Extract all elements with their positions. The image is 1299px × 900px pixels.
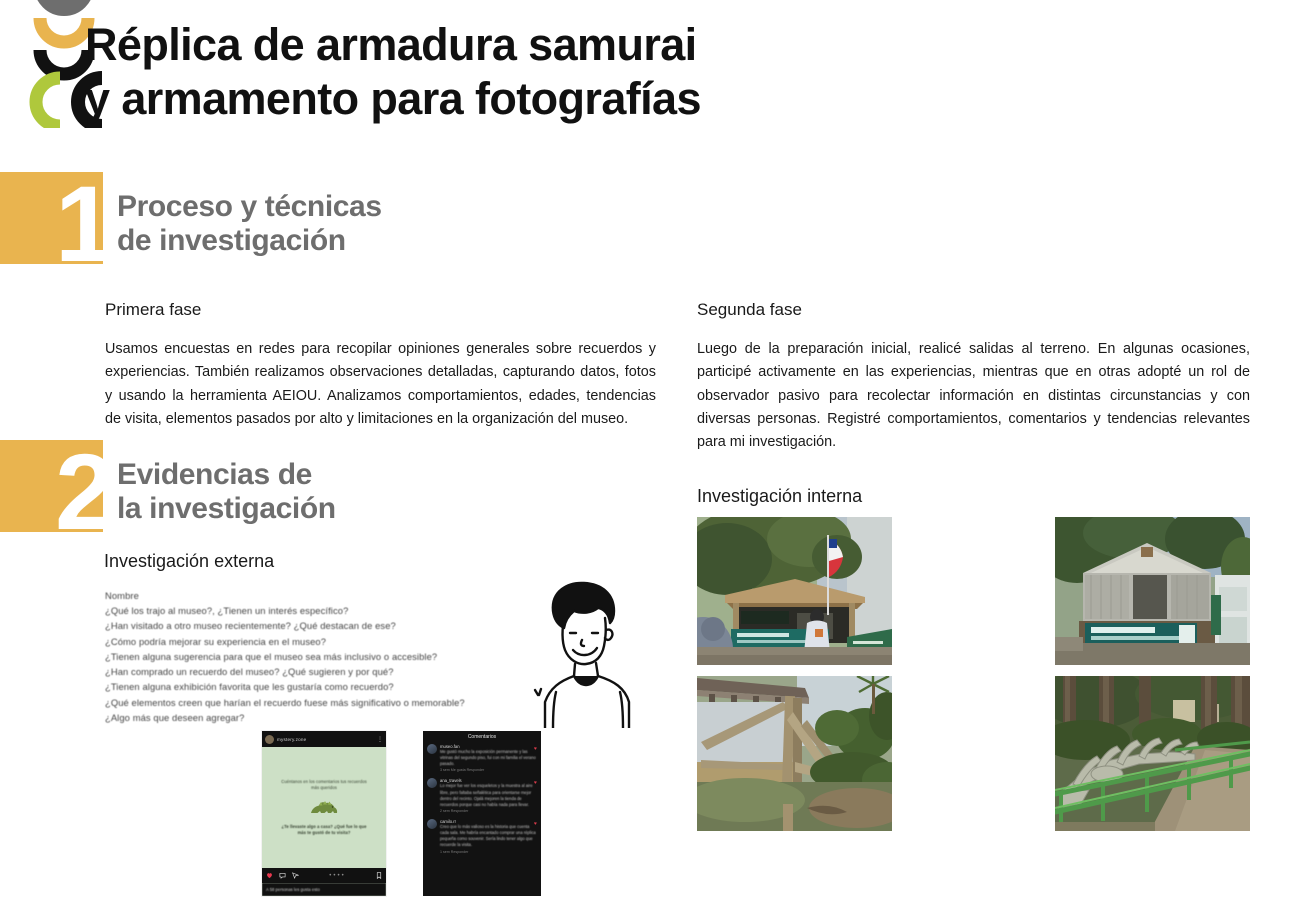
label-investigacion-externa: Investigación externa — [104, 551, 275, 571]
comment-text: Me gustó mucho la exposición permanente y las vitrinas del segundo piso, fui con mi familia el verano pasado. — [440, 749, 536, 767]
avatar — [427, 744, 437, 754]
comment-bubble-icon[interactable] — [279, 872, 286, 879]
photo-kiosk-with-flag — [697, 517, 892, 665]
bookmark-icon[interactable] — [376, 872, 382, 879]
like-heart-icon[interactable] — [266, 872, 273, 879]
comment-username[interactable]: ana_travels — [440, 778, 462, 784]
phase-primera-body: Usamos encuestas en redes para recopilar opiniones generales sobre recuerdos y experiencias. También realizamos observaciones detalladas, capturando datos, fotos y usando la herramienta AEIOU. Analizamos comportamientos, edades, tendencias de visita, elementos pasados por alto y limitaciones en la organización del museo. — [105, 341, 656, 427]
comments-panel-title: Comentarios — [467, 734, 497, 740]
section-1-number: 1 — [55, 163, 112, 284]
section-header-1 — [0, 163, 470, 284]
comment-text: Creo que lo más valioso es la historia que cuenta cada sala. Me habría encantado comprar una réplica pequeña como souvenir. Sería lindo tener algo que recuerde la visita. — [440, 823, 536, 848]
stegosaurus-icon — [309, 799, 339, 817]
phase-primera — [105, 300, 656, 431]
comment-item — [427, 744, 537, 772]
questionnaire-line: Nombre — [105, 590, 139, 601]
section-2-title — [117, 458, 336, 526]
photo-closed-metal-kiosk — [1055, 517, 1250, 665]
phase-segunda-body: Luego de la preparación inicial, realicé salidas al terreno. En algunas ocasiones, participé activamente en las experiencias, mientras que en otras adopté un rol de observador pasivo para recolectar información en distintas circunstancias y con diversas personas. Registré comportamientos, comentarios y tendencias relevantes para mi investigación. — [697, 341, 1250, 451]
instagram-post-screenshot[interactable] — [262, 731, 386, 896]
section-1-title-line-1: Proceso y técnicas — [117, 190, 382, 223]
questionnaire-line: ¿Han comprado un recuerdo del museo? ¿Qué sugieren y por qué? — [105, 666, 394, 678]
section-1-number-box — [0, 172, 103, 264]
instagram-post-canvas — [262, 747, 386, 868]
questionnaire-line: ¿Tienen alguna exhibición favorita que les gustaría como recuerdo? — [105, 681, 394, 693]
section-1-title — [117, 190, 382, 258]
photo-whale-skeleton — [1055, 676, 1250, 831]
avatar — [427, 819, 437, 829]
section-2-number-box — [0, 440, 103, 532]
section-2-title-line-2: la investigación — [117, 491, 336, 525]
like-heart-icon[interactable]: ♥ — [534, 820, 537, 827]
questionnaire-line: ¿Qué elementos creen que harían el recuerdo fuese más significativo o memorable? — [105, 696, 465, 708]
comment-item — [427, 778, 537, 813]
like-heart-icon[interactable]: ♥ — [534, 746, 537, 752]
instagram-comments-screenshot[interactable] — [423, 731, 541, 896]
comment-username[interactable]: camilo.rr — [440, 818, 457, 824]
comment-text: Lo mejor fue ver los esqueletos y la muestra al aire libre, pero faltaba señalética para orientarse mejor dentro del recinto. Ojalá mejoren la tienda de recuerdos porque casi no había nada para llevar. — [440, 783, 533, 807]
carousel-dots-indicator: •••• — [329, 872, 346, 879]
more-options-icon[interactable]: ⋮ — [377, 736, 383, 743]
comment-item — [427, 819, 537, 854]
questionnaire-line: ¿Algo más que deseen agregar? — [105, 711, 245, 723]
like-heart-icon[interactable]: ♥ — [534, 780, 537, 787]
instagram-username: mystery.zone — [277, 736, 307, 742]
questionnaire-list — [105, 588, 545, 725]
section-header-2 — [0, 431, 470, 552]
page-title — [85, 18, 805, 125]
comment-meta[interactable]: 1 sem Responder — [440, 849, 469, 854]
person-illustration — [530, 578, 648, 728]
phase-segunda — [697, 300, 1250, 455]
post-caption-top: Cuéntanos en los comentarios tus recuerdos más queridos — [281, 778, 367, 791]
avatar — [265, 735, 274, 744]
photo-wooden-structure — [697, 676, 892, 831]
instagram-likes-text: A 58 personas les gusta esto — [262, 883, 386, 896]
post-caption-bottom: ¿Te llevaste algo a casa? ¿Qué fue lo que más te gustó de tu visita? — [281, 823, 367, 835]
phase-primera-title: Primera fase — [105, 300, 202, 319]
section-2-number: 2 — [55, 431, 112, 552]
avatar — [427, 778, 437, 788]
comment-username[interactable]: museo.fan — [440, 744, 460, 749]
questionnaire-line: ¿Tienen alguna sugerencia para que el museo sea más inclusivo o accesible? — [105, 650, 438, 662]
comment-meta[interactable]: 2 sem Responder — [440, 808, 469, 813]
instagram-action-bar — [262, 868, 386, 883]
questionnaire-line: ¿Qué los trajo al museo?, ¿Tienen un interés específico? — [105, 605, 349, 617]
section-1-title-line-2: de investigación — [117, 223, 346, 257]
comment-meta[interactable]: 3 sem Me gusta Responder — [440, 768, 485, 773]
page-title-line-2: y armamento para fotografías — [85, 72, 701, 124]
questionnaire-line: ¿Han visitado a otro museo recientemente? ¿Qué destacan de ese? — [105, 620, 396, 632]
page-title-line-1: Réplica de armadura samurai — [85, 19, 697, 70]
share-arrow-icon[interactable] — [292, 872, 299, 879]
label-investigacion-interna: Investigación interna — [697, 486, 863, 506]
instagram-post-header — [262, 731, 386, 747]
phase-segunda-title: Segunda fase — [697, 300, 802, 319]
section-2-title-line-1: Evidencias de — [117, 458, 312, 491]
questionnaire-line: ¿Cómo podría mejorar su experiencia en el museo? — [105, 635, 327, 647]
